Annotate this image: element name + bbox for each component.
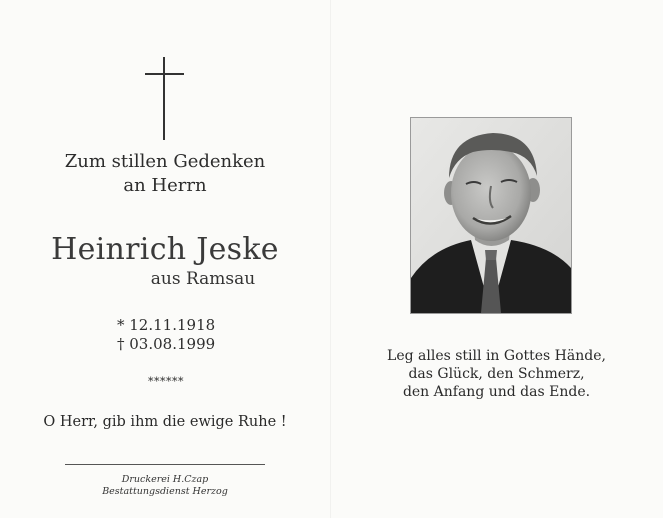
birth-date: * 12.11.1918 xyxy=(117,316,216,334)
cross-icon-bar xyxy=(145,73,184,75)
printer-line-1: Druckerei H.Czap xyxy=(121,474,209,485)
death-date: † 03.08.1999 xyxy=(117,335,216,353)
separator-stars: ****** xyxy=(148,375,184,388)
prayer-text: O Herr, gib ihm die ewige Ruhe ! xyxy=(43,414,287,430)
verse-line-2: das Glück, den Schmerz, xyxy=(408,366,585,382)
heading-line-2: an Herrn xyxy=(123,175,207,196)
memorial-heading xyxy=(0,150,330,198)
portrait-photo xyxy=(410,117,572,314)
deceased-origin: aus Ramsau xyxy=(150,269,256,289)
deceased-name: Heinrich Jeske xyxy=(51,232,279,267)
printer-credit xyxy=(0,474,330,498)
card-fold xyxy=(330,0,331,518)
life-dates xyxy=(117,316,215,354)
divider-line xyxy=(65,464,265,465)
heading-line-1: Zum stillen Gedenken xyxy=(64,151,266,172)
portrait-illustration xyxy=(411,118,571,313)
verse-line-1: Leg alles still in Gottes Hände, xyxy=(387,348,606,364)
verse-line-3: den Anfang und das Ende. xyxy=(402,384,591,400)
memorial-verse xyxy=(330,347,663,401)
cross-icon xyxy=(163,57,165,140)
printer-line-2: Bestattungsdienst Herzog xyxy=(102,486,228,497)
